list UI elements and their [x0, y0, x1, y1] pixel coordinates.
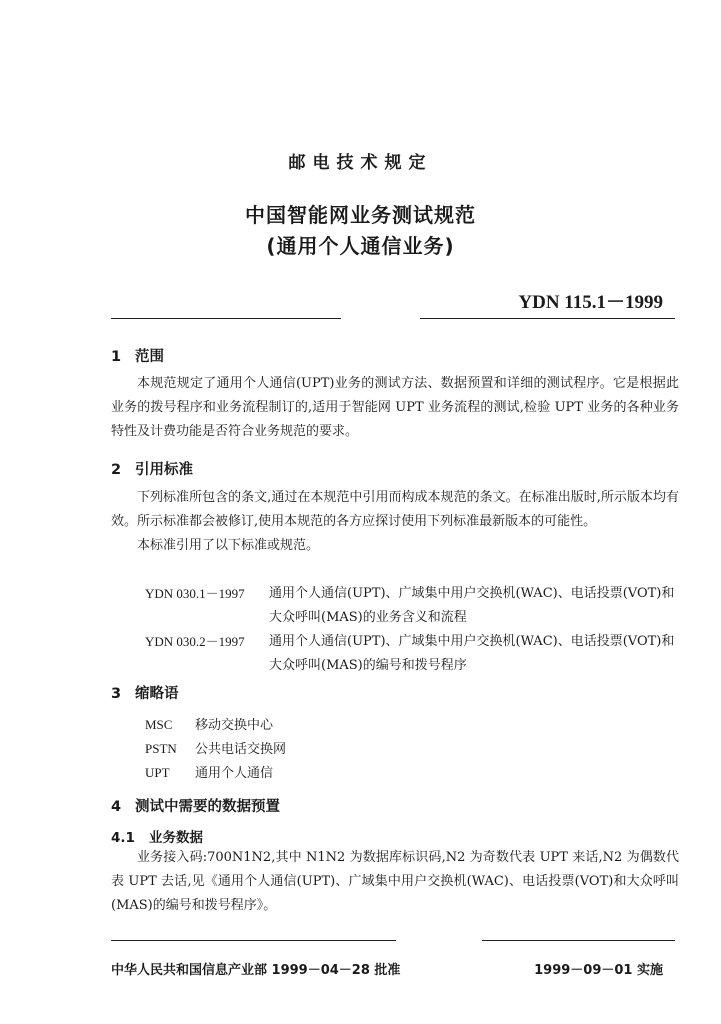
paragraph: 下列标准所包含的条文,通过在本规范中引用而构成本规范的条文。在标准出版时,所示版本均有效。所示标准都会被修订,使用本规范的各方应探讨使用下列标准最新版本的可能性。: [111, 490, 679, 529]
approval-line: 中华人民共和国信息产业部 1999－04－28 批准: [111, 963, 401, 978]
section-title: 测试中需要的数据预置: [135, 799, 280, 815]
section-number: 2: [111, 462, 122, 478]
paragraph: 业务接入码:700N1N2,其中 N1N2 为数据库标识码,N2 为奇数代表 UPT 来话,N2 为偶数代表 UPT 去话,见《通用个人通信(UPT)、广域集中用户交换机(WAC)、电话投票(VOT)和大众呼叫(MAS)的编号和拨号程序》。: [111, 850, 679, 913]
reference-title: 通用个人通信(UPT)、广域集中用户交换机(WAC)、电话投票(VOT)和大众呼叫(MAS)的业务含义和流程: [269, 586, 675, 625]
footer-rule-left: [111, 940, 396, 941]
section-number: 4: [111, 799, 122, 815]
document-subtitle: (通用个人通信业务): [266, 234, 455, 258]
reference-item: [145, 630, 675, 673]
reference-code: YDN 030.1－1997: [145, 586, 245, 601]
section-number: 1: [111, 349, 122, 365]
section-title: 缩略语: [135, 686, 179, 702]
subsection-number: 4.1: [111, 830, 135, 846]
header-rule-right: [420, 318, 675, 319]
abbreviation-item: [145, 714, 273, 733]
section-title: 范围: [135, 349, 164, 365]
header-rule-left: [111, 318, 341, 319]
section-title: 引用标准: [135, 462, 193, 478]
paragraph: 本规范规定了通用个人通信(UPT)业务的测试方法、数据预置和详细的测试程序。它是根据此业务的拨号程序和业务流程制订的,适用于智能网 UPT 业务流程的测试,检验 UPT 业务的各种业务特性及计费功能是否符合业务规范的要求。: [111, 376, 679, 439]
section-number: 3: [111, 686, 122, 702]
abbreviation-meaning: 移动交换中心: [195, 718, 274, 733]
document-series-title: 邮电技术规定: [288, 153, 433, 173]
section-2-body: [111, 486, 679, 558]
section-4-1-body: [111, 846, 679, 918]
subsection-4-1-heading: [111, 826, 203, 846]
reference-code: YDN 030.2－1997: [145, 634, 245, 649]
abbreviation-item: [145, 738, 286, 757]
implementation-date: 1999－09－01 实施: [534, 963, 663, 978]
section-1-body: [111, 372, 679, 444]
abbreviation-code: PSTN: [145, 741, 177, 756]
section-3-heading: [111, 682, 179, 703]
section-2-heading: [111, 458, 193, 479]
document-title: 中国智能网业务测试规范: [245, 203, 476, 227]
abbreviation-meaning: 公共电话交换网: [195, 742, 287, 757]
abbreviation-item: [145, 762, 273, 781]
footer-rule-right: [482, 940, 675, 941]
section-4-heading: [111, 795, 280, 816]
section-1-heading: [111, 345, 164, 366]
paragraph: 本标准引用了以下标准或规范。: [137, 538, 320, 553]
standard-number: YDN 115.1－1999: [518, 292, 663, 313]
subsection-title: 业务数据: [149, 830, 203, 846]
abbreviation-code: MSC: [145, 717, 173, 732]
abbreviation-meaning: 通用个人通信: [195, 766, 274, 781]
abbreviation-code: UPT: [145, 765, 170, 780]
reference-item: [145, 582, 675, 625]
reference-title: 通用个人通信(UPT)、广域集中用户交换机(WAC)、电话投票(VOT)和大众呼叫(MAS)的编号和拨号程序: [269, 634, 675, 673]
